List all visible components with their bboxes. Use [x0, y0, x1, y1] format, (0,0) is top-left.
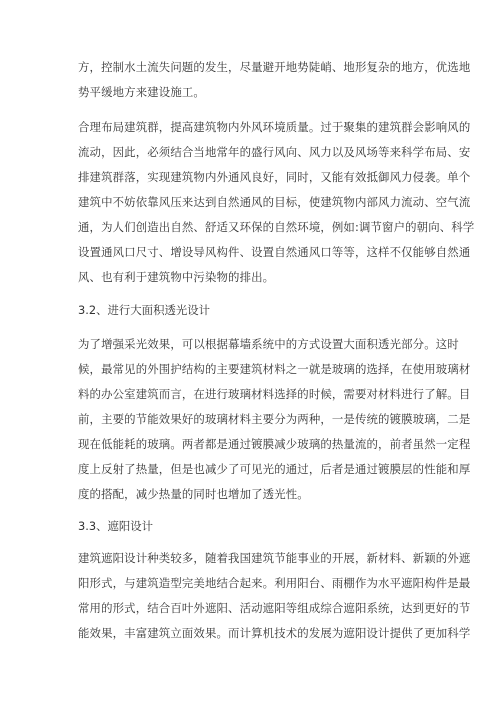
text-line: 方，控制水土流失问题的发生，尽量避开地势陡峭、地形复杂的地方，优选地 [78, 60, 471, 74]
text-line: 风、也有利于建筑物中污染物的排出。 [78, 270, 275, 284]
paragraph-wind-environment [78, 115, 475, 290]
text-line: 前，主要的节能效果好的玻璃材料主要分为两种，一是传统的镀膜玻璃，二是 [78, 412, 471, 426]
text-line: 能效果，丰富建筑立面效果。而计算机技术的发展为遮阳设计提供了更加科学 [78, 626, 471, 640]
text-line: 合理布局建筑群，提高建筑物内外风环境质量。过于聚集的建筑群会影响风的 [78, 120, 471, 134]
paragraph-shading [78, 546, 471, 646]
text-line: 设置通风口尺寸、增设导风构件、设置自然通风口等等，这样不仅能够自然通 [78, 245, 471, 259]
section-heading-3-2: 3.2、进行大面积透光设计 [78, 303, 211, 317]
text-line: 度的搭配，减少热量的同时也增加了透光性。 [78, 487, 309, 501]
text-line: 流动，因此，必须结合当地常年的盛行风向、风力以及风场等来科学布局、安 [78, 145, 471, 159]
text-line: 候，最常见的外围护结构的主要建筑材料之一就是玻璃的选择，在使用玻璃材 [78, 362, 471, 376]
text-line: 度上反射了热量，但是也减少了可见光的通过，后者是通过镀膜层的性能和厚 [78, 462, 471, 476]
text-line: 建筑中不妨依靠风压来达到自然通风的目标，使建筑物内部风力流动、空气流 [78, 195, 471, 209]
text-line: 建筑遮阳设计种类较多，随着我国建筑节能事业的开展，新材料、新颖的外遮 [78, 551, 471, 565]
text-line: 料的办公室建筑而言，在进行玻璃材料选择的时候，需要对材料进行了解。目 [78, 387, 471, 401]
text-line: 排建筑群落，实现建筑物内外通风良好，同时，又能有效抵御风力侵袭。单个 [78, 170, 471, 184]
text-line: 为了增强采光效果，可以根据幕墙系统中的方式设置大面积透光部分。这时 [78, 337, 459, 351]
text-line: 阳形式，与建筑造型完美地结合起来。利用阳台、雨棚作为水平遮阳构件是最 [78, 576, 471, 590]
text-line: 势平缓地方来建设施工。 [78, 85, 205, 99]
text-line: 通，为人们创造出自然、舒适又环保的自然环境，例如:调节窗户的朝向、科学 [78, 220, 475, 234]
paragraph-daylighting [78, 332, 471, 507]
section-heading-3-3: 3.3、遮阳设计 [78, 519, 154, 533]
text-line: 常用的形式，结合百叶外遮阳、活动遮阳等组成综合遮阳系统，达到更好的节 [78, 601, 471, 615]
text-line: 现在低能耗的玻璃。两者都是通过镀膜减少玻璃的热量流的，前者虽然一定程 [78, 437, 471, 451]
paragraph-soil-erosion [78, 55, 471, 105]
